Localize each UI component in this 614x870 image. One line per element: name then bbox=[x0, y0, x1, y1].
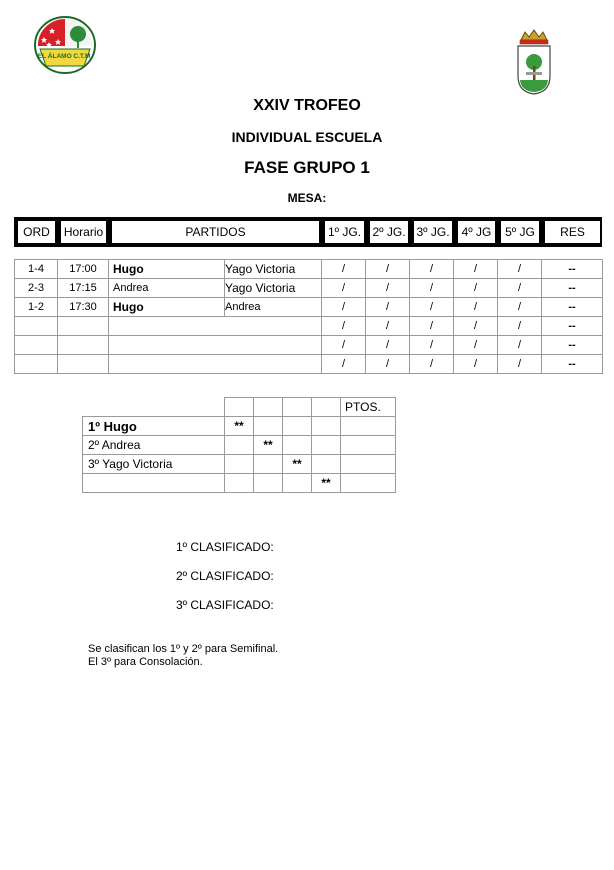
diagonal-mark: ** bbox=[254, 436, 283, 455]
game-score: / bbox=[454, 298, 498, 317]
table-row bbox=[15, 260, 603, 279]
column-header-horario: Horario bbox=[59, 219, 108, 245]
match-players bbox=[109, 317, 322, 336]
game-score: / bbox=[498, 355, 542, 374]
standings-cell bbox=[312, 436, 341, 455]
standings-player: 2º Andrea bbox=[83, 436, 225, 455]
match-time: 17:15 bbox=[58, 279, 109, 298]
match-players bbox=[109, 336, 322, 355]
game-score: / bbox=[410, 298, 454, 317]
standings-cell bbox=[225, 474, 254, 493]
game-score: / bbox=[366, 279, 410, 298]
standings-cell bbox=[312, 398, 341, 417]
classified-third: 3º CLASIFICADO: bbox=[176, 598, 274, 612]
standings-cell bbox=[254, 398, 283, 417]
points-cell bbox=[341, 474, 396, 493]
match-result: -- bbox=[542, 355, 603, 374]
standings-cell bbox=[254, 455, 283, 474]
game-score: / bbox=[454, 355, 498, 374]
standings-cell bbox=[283, 398, 312, 417]
match-player-a: Andrea bbox=[109, 279, 225, 298]
points-cell bbox=[341, 455, 396, 474]
standings-cell bbox=[225, 398, 254, 417]
game-score: / bbox=[498, 298, 542, 317]
column-headers bbox=[14, 219, 602, 245]
standings-header-row bbox=[83, 398, 396, 417]
match-result: -- bbox=[542, 336, 603, 355]
diagonal-mark: ** bbox=[283, 455, 312, 474]
match-time bbox=[58, 355, 109, 374]
match-order bbox=[15, 317, 58, 336]
town-crest bbox=[515, 28, 553, 96]
game-score: / bbox=[322, 355, 366, 374]
column-header-game2: 2º JG. bbox=[368, 219, 410, 245]
standings-cell bbox=[283, 417, 312, 436]
note-consolation: El 3º para Consolación. bbox=[88, 656, 203, 668]
standings-cell bbox=[283, 436, 312, 455]
diagonal-mark: ** bbox=[225, 417, 254, 436]
game-score: / bbox=[366, 336, 410, 355]
standings-cell bbox=[312, 417, 341, 436]
diagonal-mark: ** bbox=[312, 474, 341, 493]
game-score: / bbox=[454, 317, 498, 336]
standings-cell bbox=[283, 474, 312, 493]
match-order bbox=[15, 336, 58, 355]
match-order: 1-4 bbox=[15, 260, 58, 279]
game-score: / bbox=[498, 260, 542, 279]
column-header-res: RES bbox=[543, 219, 602, 245]
column-header-game4: 4º JG bbox=[456, 219, 497, 245]
table-row bbox=[15, 317, 603, 336]
standings-row bbox=[83, 436, 396, 455]
match-time: 17:00 bbox=[58, 260, 109, 279]
match-players bbox=[109, 355, 322, 374]
club-logo-text: EL ÁLAMO C.T.M. bbox=[37, 53, 93, 60]
game-score: / bbox=[322, 298, 366, 317]
game-score: / bbox=[410, 279, 454, 298]
table-row bbox=[15, 336, 603, 355]
standings-player bbox=[83, 474, 225, 493]
matches-table bbox=[14, 259, 603, 374]
table-label: MESA: bbox=[287, 191, 327, 205]
page-title: XXIV TROFEO bbox=[253, 97, 361, 114]
game-score: / bbox=[322, 317, 366, 336]
standings-row bbox=[83, 474, 396, 493]
points-header: PTOS. bbox=[341, 398, 396, 417]
match-time bbox=[58, 336, 109, 355]
standings-row bbox=[83, 455, 396, 474]
game-score: / bbox=[498, 279, 542, 298]
game-score: / bbox=[454, 279, 498, 298]
classified-second: 2º CLASIFICADO: bbox=[176, 569, 274, 583]
game-score: / bbox=[366, 317, 410, 336]
game-score: / bbox=[454, 336, 498, 355]
match-player-a: Hugo bbox=[109, 260, 225, 279]
table-row bbox=[15, 355, 603, 374]
column-header-game5: 5º JG bbox=[499, 219, 541, 245]
standings-cell bbox=[312, 455, 341, 474]
column-header-ord: ORD bbox=[16, 219, 57, 245]
game-score: / bbox=[454, 260, 498, 279]
column-header-game3: 3º JG. bbox=[412, 219, 454, 245]
game-score: / bbox=[322, 260, 366, 279]
game-score: / bbox=[498, 317, 542, 336]
match-result: -- bbox=[542, 279, 603, 298]
column-header-partidos: PARTIDOS bbox=[110, 219, 321, 245]
phase-title: FASE GRUPO 1 bbox=[244, 158, 370, 177]
game-score: / bbox=[366, 260, 410, 279]
match-time bbox=[58, 317, 109, 336]
match-player-b: Andrea bbox=[225, 298, 322, 317]
game-score: / bbox=[322, 279, 366, 298]
game-score: / bbox=[410, 260, 454, 279]
table-row bbox=[15, 298, 603, 317]
match-result: -- bbox=[542, 317, 603, 336]
game-score: / bbox=[366, 355, 410, 374]
standings-row bbox=[83, 417, 396, 436]
standings-table bbox=[82, 397, 396, 493]
game-score: / bbox=[410, 317, 454, 336]
note-semifinal: Se clasifican los 1º y 2º para Semifinal. bbox=[88, 643, 279, 655]
standings-cell bbox=[225, 436, 254, 455]
table-row bbox=[15, 279, 603, 298]
match-result: -- bbox=[542, 298, 603, 317]
points-cell bbox=[341, 417, 396, 436]
standings-cell bbox=[225, 455, 254, 474]
standings-player: 3º Yago Victoria bbox=[83, 455, 225, 474]
game-score: / bbox=[498, 336, 542, 355]
standings-corner bbox=[83, 398, 225, 417]
game-score: / bbox=[410, 336, 454, 355]
game-score: / bbox=[410, 355, 454, 374]
match-result: -- bbox=[542, 260, 603, 279]
match-order bbox=[15, 355, 58, 374]
game-score: / bbox=[322, 336, 366, 355]
match-order: 2-3 bbox=[15, 279, 58, 298]
match-player-b: Yago Victoria bbox=[225, 279, 322, 298]
club-logo bbox=[34, 16, 96, 74]
match-order: 1-2 bbox=[15, 298, 58, 317]
standings-cell bbox=[254, 474, 283, 493]
standings-cell bbox=[254, 417, 283, 436]
column-header-game1: 1º JG. bbox=[323, 219, 366, 245]
page-subtitle: INDIVIDUAL ESCUELA bbox=[231, 129, 383, 145]
match-player-a: Hugo bbox=[109, 298, 225, 317]
match-time: 17:30 bbox=[58, 298, 109, 317]
game-score: / bbox=[366, 298, 410, 317]
match-player-b: Yago Victoria bbox=[225, 260, 322, 279]
classified-first: 1º CLASIFICADO: bbox=[176, 540, 274, 554]
standings-player: 1º Hugo bbox=[83, 417, 225, 436]
points-cell bbox=[341, 436, 396, 455]
